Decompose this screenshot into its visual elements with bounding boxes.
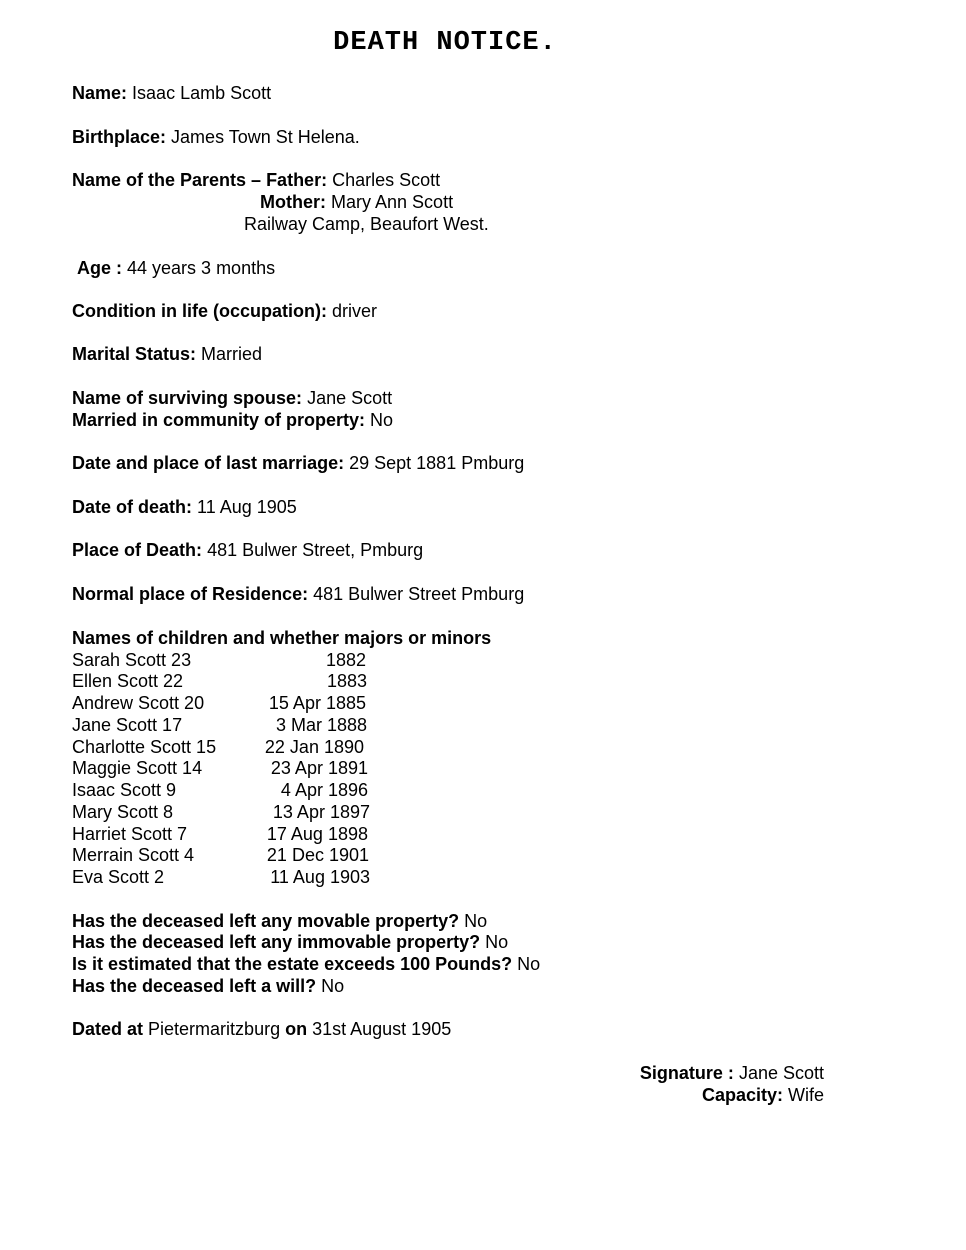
dated-date: 31st August 1905 — [312, 1019, 452, 1039]
death-date-field — [72, 496, 297, 518]
signature-value: Jane Scott — [738, 1063, 824, 1083]
capacity-field — [702, 1084, 824, 1106]
age-label: Age : — [77, 258, 122, 278]
residence-field — [72, 583, 524, 605]
marriage-value: 29 Sept 1881 Pmburg — [349, 453, 525, 473]
estate-field — [72, 953, 540, 975]
immovable-value: No — [485, 932, 509, 952]
immovable-property-field — [72, 931, 508, 953]
capacity-label: Capacity: — [701, 1085, 783, 1105]
parents-address: Railway Camp, Beaufort West. — [244, 214, 489, 234]
marriage-field — [72, 452, 524, 474]
child-date: 4 Apr 1896 — [280, 780, 368, 800]
child-name: Harriet Scott 7 — [72, 824, 188, 844]
community-field — [72, 409, 393, 431]
child-date: 11 Aug 1903 — [270, 867, 370, 887]
occupation-label: Condition in life (occupation): — [72, 301, 327, 321]
death-date-value: 11 Aug 1905 — [197, 497, 297, 517]
residence-label: Normal place of Residence: — [72, 584, 309, 604]
child-date: 15 Apr 1885 — [268, 693, 366, 713]
child-date: 21 Dec 1901 — [266, 845, 369, 865]
signature-field — [640, 1062, 824, 1084]
dated-on-label: on — [285, 1019, 308, 1039]
marital-value: Married — [201, 344, 263, 364]
name-value: Isaac Lamb Scott — [132, 83, 272, 103]
will-field — [72, 975, 344, 997]
child-name: Jane Scott 17 — [72, 715, 183, 735]
movable-label: Has the deceased left any movable property? — [72, 911, 460, 931]
child-name: Mary Scott 8 — [72, 802, 174, 822]
name-field — [72, 82, 271, 104]
spouse-value: Jane Scott — [307, 388, 393, 408]
father-value: Charles Scott — [332, 170, 441, 190]
occupation-field — [72, 300, 377, 322]
death-place-label: Place of Death: — [72, 540, 203, 560]
dated-field — [72, 1018, 451, 1040]
immovable-label: Has the deceased left any immovable property? — [72, 932, 481, 952]
page-title: DEATH NOTICE. — [333, 28, 557, 58]
mother-label: Mother: — [260, 192, 326, 212]
child-date: 23 Apr 1891 — [270, 758, 368, 778]
child-name: Sarah Scott 23 — [72, 650, 192, 670]
marriage-label: Date and place of last marriage: — [72, 453, 345, 473]
child-name: Merrain Scott 4 — [72, 845, 195, 865]
parents-label: Name of the Parents – Father: — [72, 170, 328, 190]
child-date: 13 Apr 1897 — [272, 802, 370, 822]
spouse-label: Name of surviving spouse: — [72, 388, 303, 408]
movable-value: No — [464, 911, 488, 931]
dated-label: Dated at — [72, 1019, 144, 1039]
child-name: Andrew Scott 20 — [72, 693, 205, 713]
mother-value: Mary Ann Scott — [331, 192, 454, 212]
child-date: 1883 — [326, 671, 367, 691]
residence-value: 481 Bulwer Street Pmburg — [313, 584, 525, 604]
marital-label: Marital Status: — [72, 344, 197, 364]
age-field — [77, 257, 275, 279]
child-name: Eva Scott 2 — [72, 867, 165, 887]
estate-label: Is it estimated that the estate exceeds 100 Pounds? — [72, 954, 513, 974]
child-name: Ellen Scott 22 — [72, 671, 184, 691]
child-date: 1882 — [325, 650, 366, 670]
marital-field — [72, 343, 262, 365]
will-value: No — [321, 976, 345, 996]
child-date: 3 Mar 1888 — [275, 715, 367, 735]
death-place-value: 481 Bulwer Street, Pmburg — [207, 540, 424, 560]
community-label: Married in community of property: — [72, 410, 366, 430]
age-value: 44 years 3 months — [127, 258, 276, 278]
child-name: Charlotte Scott 15 — [72, 737, 217, 757]
signature-label: Signature : — [639, 1063, 734, 1083]
child-date: 22 Jan 1890 — [264, 737, 364, 757]
birthplace-label: Birthplace: — [72, 127, 167, 147]
child-name: Isaac Scott 9 — [72, 780, 177, 800]
child-name: Maggie Scott 14 — [72, 758, 203, 778]
death-place-field — [72, 539, 423, 561]
community-value: No — [370, 410, 394, 430]
birthplace-field — [72, 126, 360, 148]
death-date-label: Date of death: — [72, 497, 193, 517]
children-heading: Names of children and whether majors or minors — [72, 628, 492, 648]
parents-mother-field — [260, 191, 453, 213]
occupation-value: driver — [331, 301, 377, 321]
movable-property-field — [72, 910, 487, 932]
name-label: Name: — [72, 83, 128, 103]
parents-father-field — [72, 169, 440, 191]
birthplace-value: James Town St Helena. — [171, 127, 360, 147]
child-date: 17 Aug 1898 — [266, 824, 368, 844]
spouse-field — [72, 387, 392, 409]
dated-place: Pietermaritzburg — [148, 1019, 281, 1039]
capacity-value: Wife — [788, 1085, 824, 1105]
will-label: Has the deceased left a will? — [72, 976, 317, 996]
estate-value: No — [517, 954, 541, 974]
